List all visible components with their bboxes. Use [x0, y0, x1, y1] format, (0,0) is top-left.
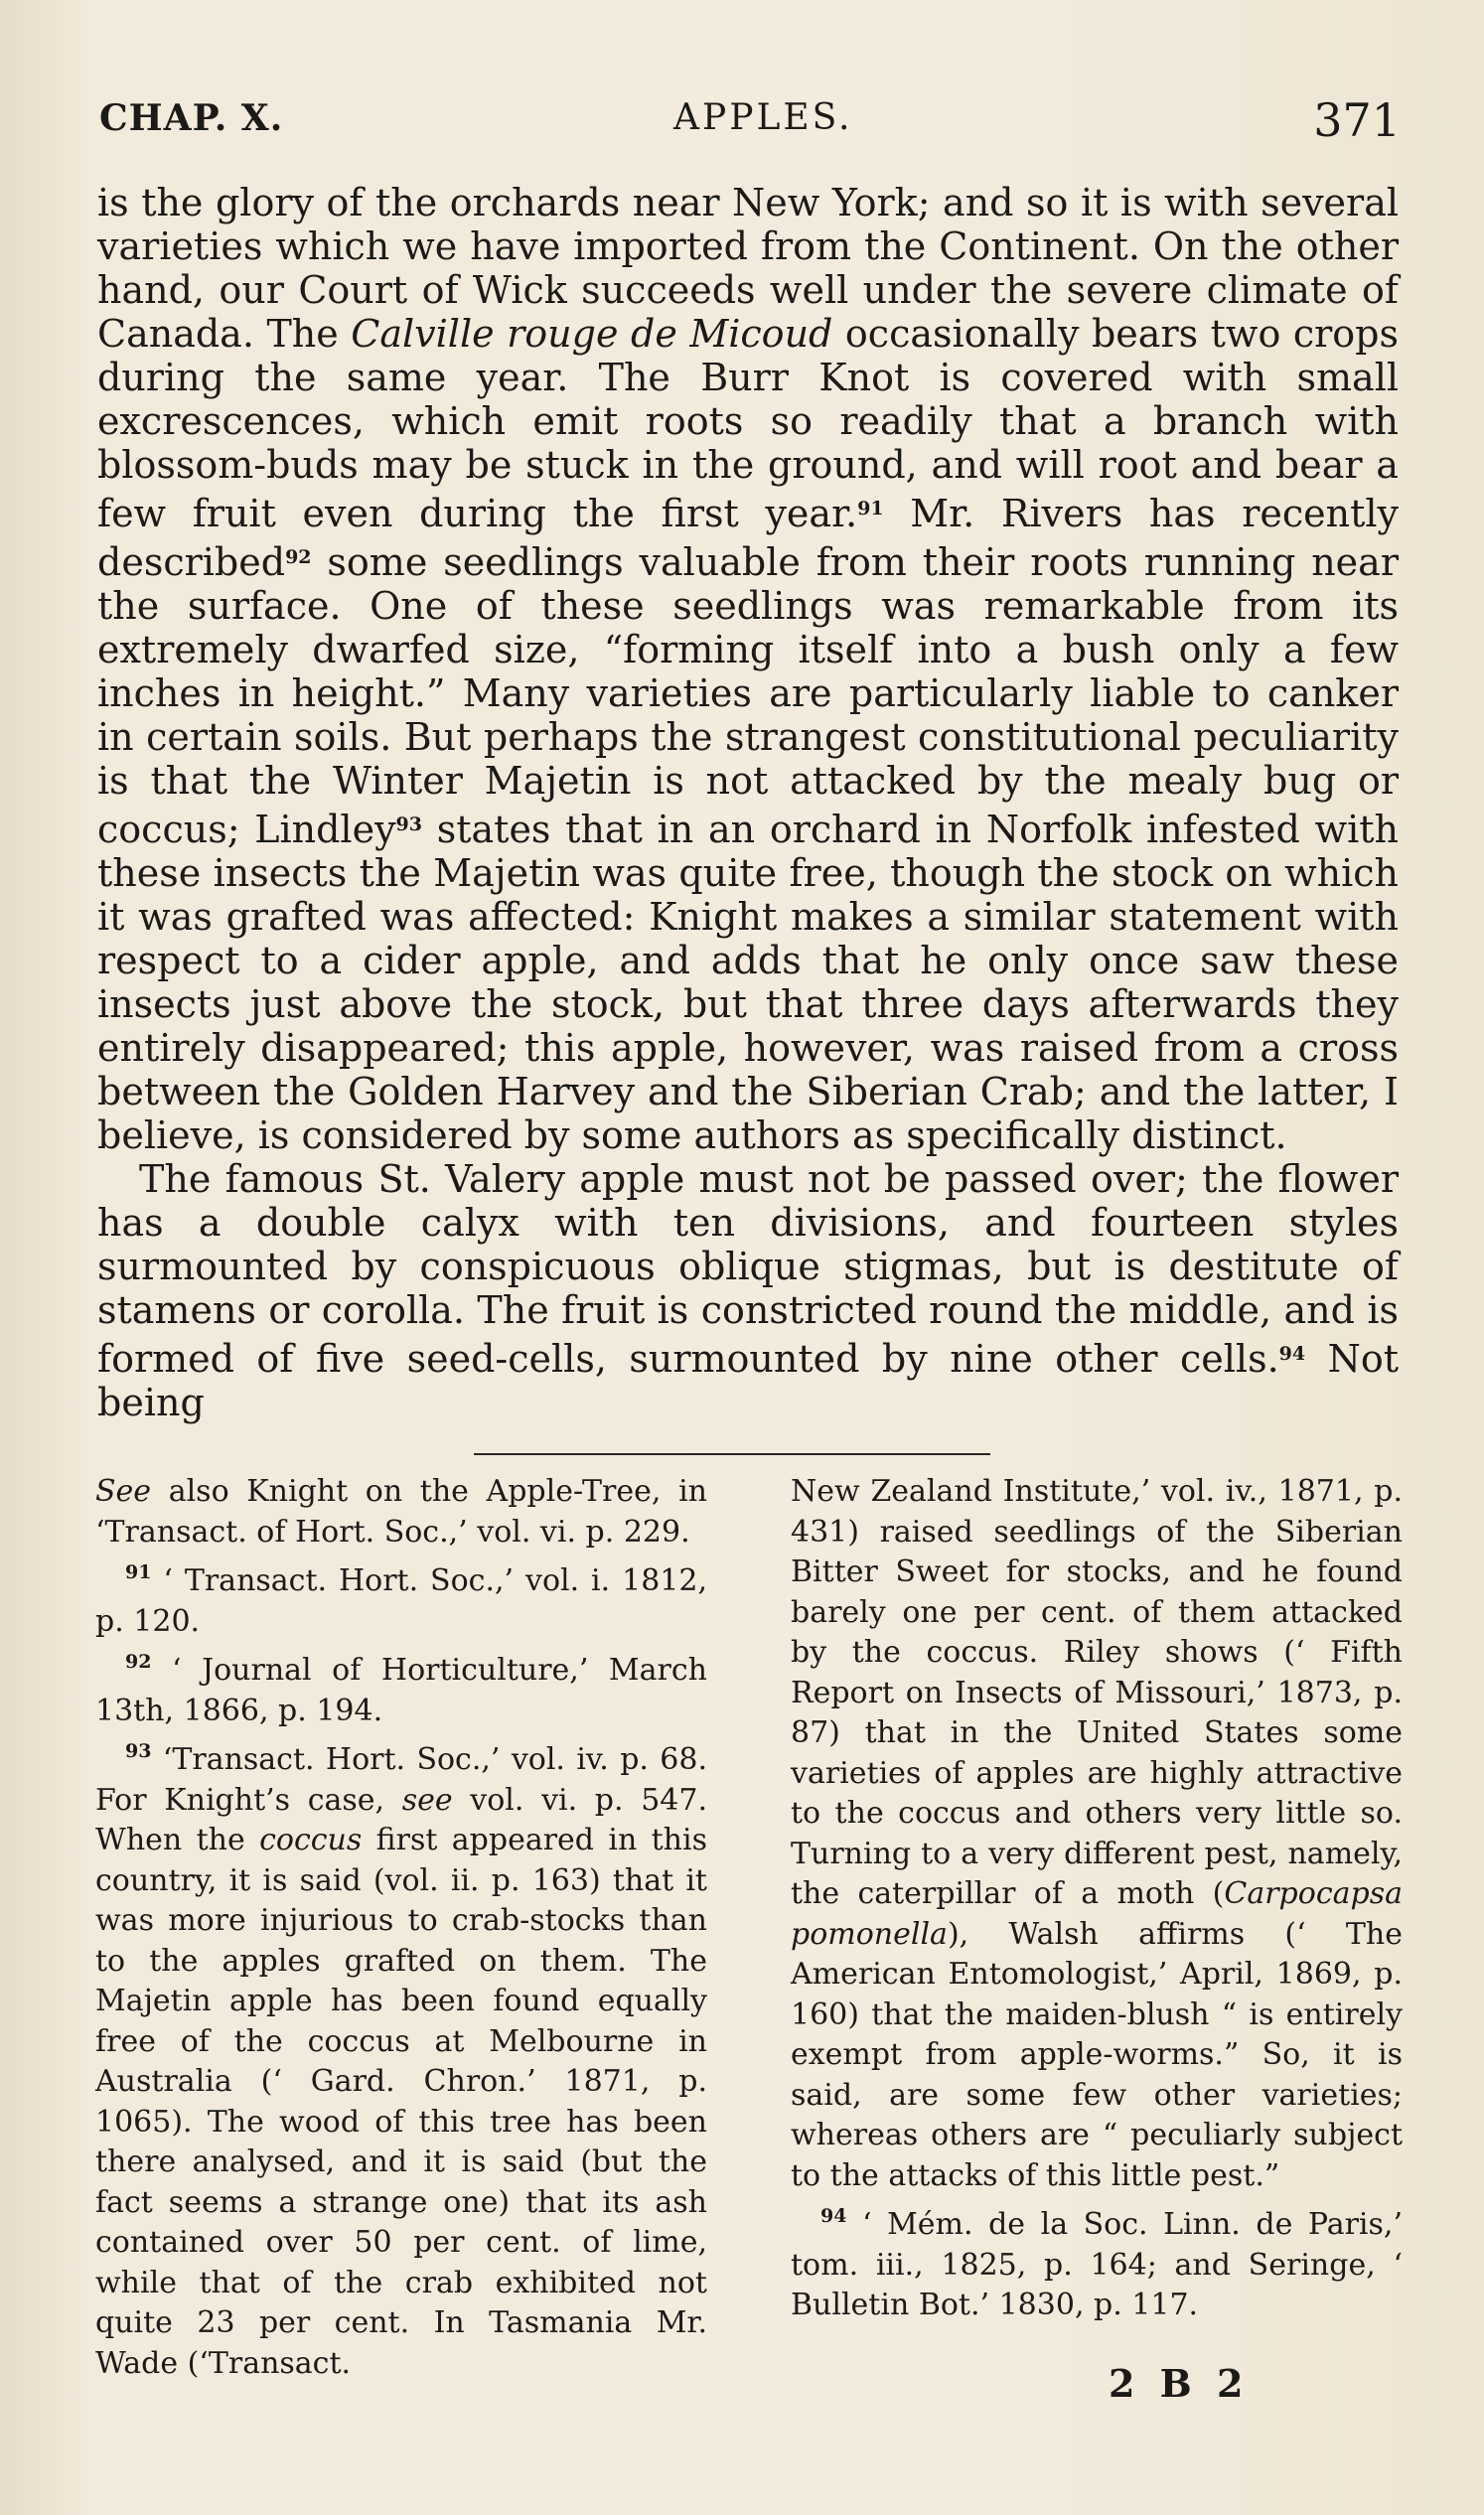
italic-see: See [95, 1474, 152, 1509]
text-run: ‘ Mém. de la Soc. Linn. de Paris,’ tom. iii., 1825, p. 164; and Seringe, ‘ Bulletin Bot.’ 1830, p. 117. [791, 2207, 1403, 2322]
footnote-number: 92 [125, 1651, 152, 1673]
text-run: The famous St. Valery apple must not be passed over; the flower has a double calyx with ten divisions, and fourteen styles surmounted by conspicuous oblique stigmas, but is destitute of stamens or corolla. The fruit is constricted round the middle, and is formed of five seed-cells, surmounted by nine other cells. [97, 1157, 1399, 1381]
italic-coccus: coccus [259, 1823, 363, 1857]
footnote-ref-94: 94 [1278, 1343, 1306, 1365]
text-run: is the glory of the orchards near New York; and so it is with several varieties which we have imported from the Continent. On the other hand, our Court of Wick succeeds well under the severe climate of Canada. The [97, 181, 1399, 356]
footnote-94 [791, 2196, 1403, 2326]
footnote-92 [95, 1642, 707, 1731]
running-title: APPLES. [673, 97, 853, 138]
footnote-number: 94 [820, 2205, 847, 2227]
footnote-91 [95, 1553, 707, 1642]
page-number: 371 [1313, 93, 1401, 147]
text-run: first appeared in this country, it is said (vol. ii. p. 163) that it was more injurious to crab-stocks than to the apples grafted on them. The Majetin apple has been found equally free of the coccus at Melbourne in Australia (‘ Gard. Chron.’ 1871, p. 1065). The wood of this tree has been there analysed, and it is said (but the fact seems a strange one) that its ash contained over 50 per cent. of lime, while that of the crab exhibited not quite 23 per cent. In Tasmania Mr. Wade (‘Transact. [95, 1823, 707, 2381]
footnote-93 [95, 1731, 707, 2384]
footnote-divider [474, 1453, 990, 1455]
text-run: New Zealand Institute,’ vol. iv., 1871, p. 431) raised seedlings of the Siberian Bitter Sweet for stocks, and he found barely one per cent. of them attacked by the coccus. Riley shows (‘ Fifth Report on Insects of Missouri,’ 1873, p. 87) that in the United States some varieties of apples are highly attractive to the coccus and others very little so. Turning to a very different pest, namely, the caterpillar of a moth ( [791, 1474, 1403, 1911]
italic-latin-name: Carpocapsa pomonella [791, 1876, 1403, 1952]
footnote-number: 91 [125, 1561, 152, 1583]
text-run: ‘Transact. Hort. Soc.,’ vol. iv. p. 68. For Knight’s case, [95, 1742, 707, 1818]
footnotes [95, 1472, 1403, 2384]
text-run: ), Walsh affirms (‘ The American Entomologist,’ April, 1869, p. 160) that the maiden-blush “ is entirely exempt from apple-worms.” So, it is said, are some few other varieties; whereas others are “ peculiarly subject to the attacks of this little pest.” [791, 1916, 1403, 2193]
footnote-continued [95, 1472, 707, 1553]
running-header [99, 87, 1401, 167]
text-run: Mr. Rivers has recently described [97, 492, 1399, 584]
footnote-number: 93 [125, 1740, 152, 1762]
text-run: vol. vi. p. 547. When the [95, 1782, 707, 1857]
italic-see: see [401, 1782, 453, 1818]
text-run: some seedlings valuable from their roots running near the surface. One of these seedlings was remarkable from its extremely dwarfed size, “forming itself into a bush only a few inches in height.” Many varieties are particularly liable to canker in certain soils. But perhaps the strangest constitutional peculiarity is that the Winter Majetin is not attacked by the mealy bug or coccus; Lindley [97, 540, 1399, 851]
footnote-column-right [791, 1472, 1403, 2384]
footnote-ref-93: 93 [395, 814, 422, 835]
footnote-ref-91: 91 [857, 498, 884, 519]
main-text [97, 181, 1399, 1424]
footnote-ref-92: 92 [285, 546, 312, 568]
text-run: also Knight on the Apple-Tree, in ‘Transact. of Hort. Soc.,’ vol. vi. p. 229. [95, 1474, 707, 1550]
footnote-column-left [95, 1472, 707, 2384]
footnote-93-continued [791, 1472, 1403, 2196]
text-run: occasionally bears two crops during the same year. The Burr Knot is covered with small excrescences, which emit roots so readily that a branch with blossom-buds may be stuck in the ground, and will root and bear a few fruit even during the first year. [97, 312, 1400, 535]
text-run: ‘ Journal of Horticulture,’ March 13th, 1866, p. 194. [95, 1653, 707, 1728]
text-run: states that in an orchard in Norfolk infested with these insects the Majetin was quite free, though the stock on which it was grafted was affected: Knight makes a similar statement with respect to a cider apple, and adds that he only once saw these insects just above the stock, but that three days afterwards they entirely disappeared; this apple, however, was raised from a cross between the Golden Harvey and the Siberian Crab; and the latter, I believe, is considered by some authors as specifically distinct. [97, 808, 1399, 1157]
italic-variety-name: Calville rouge de Micoud [351, 312, 833, 356]
text-run: ‘ Transact. Hort. Soc.,’ vol. i. 1812, p. 120. [95, 1563, 707, 1639]
text-run: Not being [97, 1337, 1399, 1424]
signature-mark: 2 B 2 [1109, 2361, 1250, 2406]
paragraph-2 [97, 1157, 1399, 1424]
paragraph-1 [97, 181, 1399, 1157]
chapter-label: CHAP. X. [99, 97, 284, 139]
